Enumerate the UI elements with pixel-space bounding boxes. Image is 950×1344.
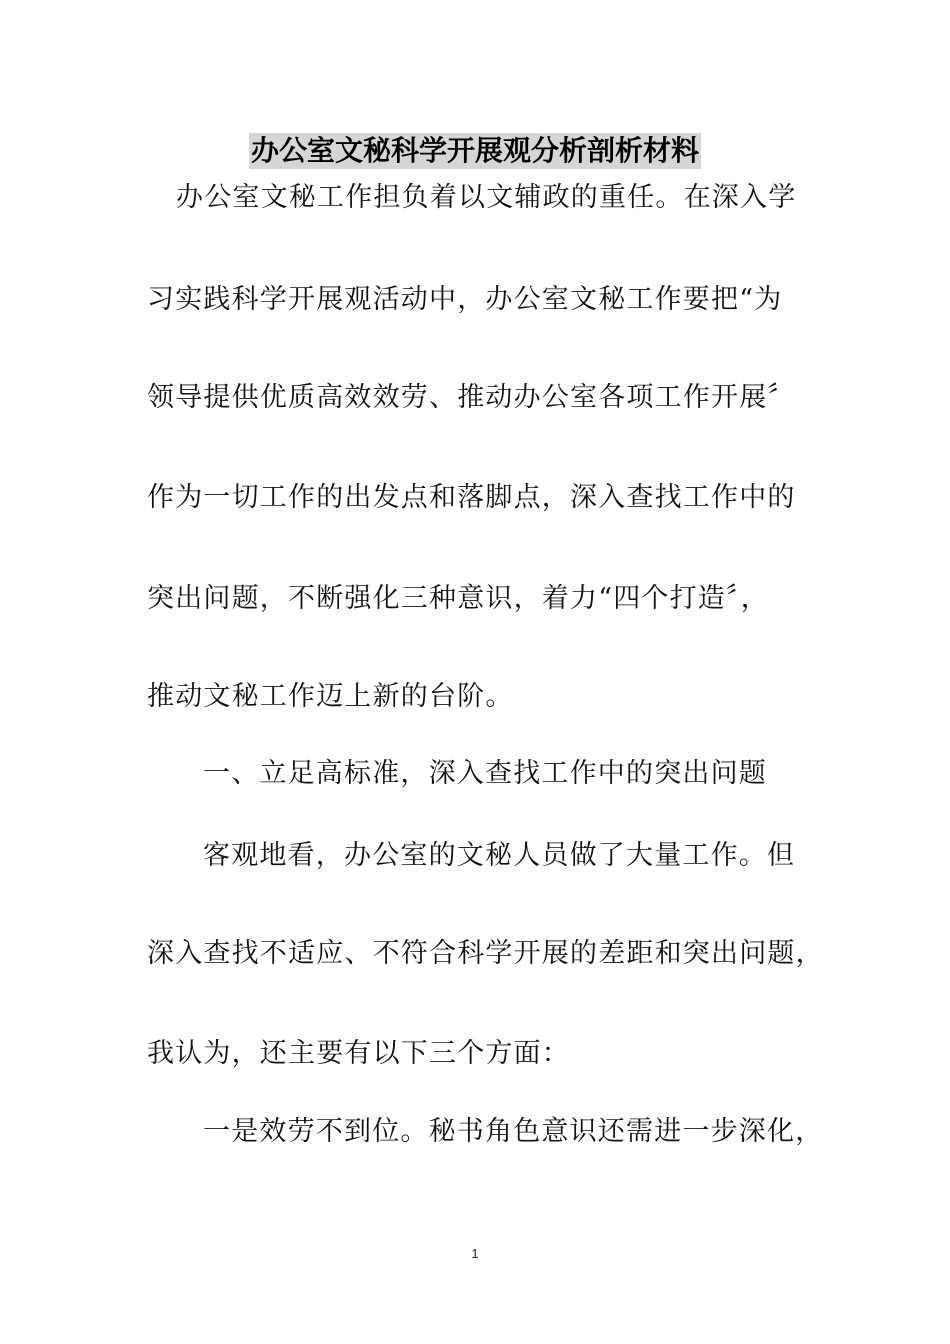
section-heading: 一、立足高标准，深入查找工作中的突出问题 [203, 758, 767, 789]
paragraph-line: 客观地看，办公室的文秘人员做了大量工作。但 [203, 840, 796, 871]
paragraph-line: 领导提供优质高效效劳、推动办公室各项工作开展〞 [147, 382, 796, 413]
title-container [0, 133, 950, 169]
paragraph-line: 一是效劳不到位。秘书角色意识还需进一步深化， [203, 1116, 824, 1147]
paragraph-line: 突出问题，不断强化三种意识，着力“四个打造〞， [147, 583, 769, 614]
paragraph-line: 习实践科学开展观活动中，办公室文秘工作要把“为 [147, 284, 783, 315]
paragraph-line: 我认为，还主要有以下三个方面： [147, 1038, 570, 1069]
paragraph-line: 推动文秘工作迈上新的台阶。 [147, 681, 514, 712]
paragraph-line: 办公室文秘工作担负着以文辅政的重任。在深入学 [176, 182, 797, 213]
page-number: 1 [471, 1246, 479, 1261]
paragraph-line: 作为一切工作的出发点和落脚点，深入查找工作中的 [147, 482, 796, 513]
paragraph-line: 深入查找不适应、不符合科学开展的差距和突出问题， [147, 938, 824, 969]
document-title: 办公室文秘科学开展观分析剖析材料 [250, 134, 699, 167]
